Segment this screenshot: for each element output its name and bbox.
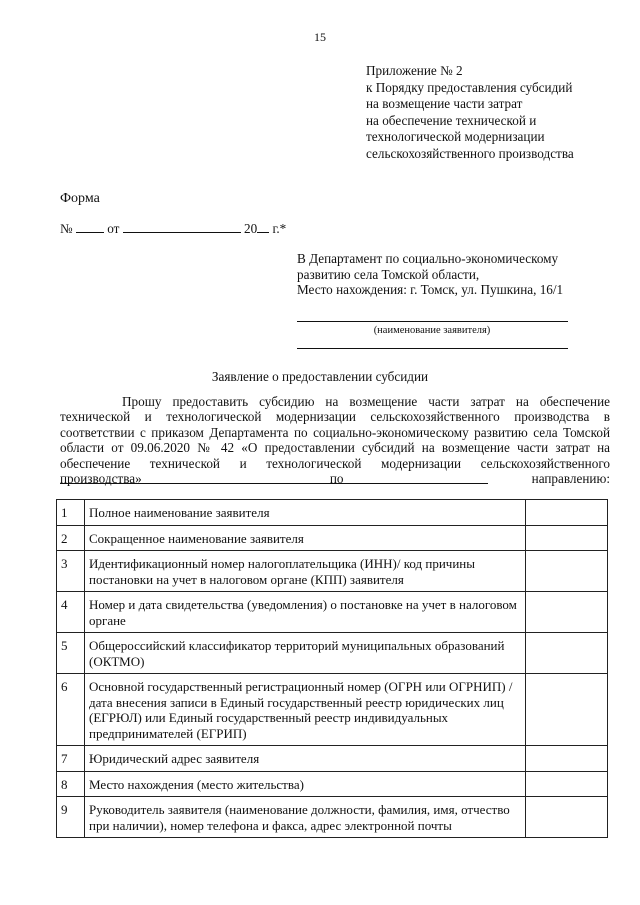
row-label: Номер и дата свидетельства (уведомления) о постановке на учет в налоговом органе [85, 592, 526, 633]
statement-body [60, 394, 610, 486]
table-row [57, 797, 608, 838]
table-row [57, 771, 608, 797]
statement-paragraph: Прошу предоставить субсидию на возмещение части затрат на обеспечение технической и технологической модернизации сельскохозяйственного производства в соответствии с приказом Департамента по социально-экономическому развитию села Томской области от 09.06.2020 № 42 «О предоставлении субсидий на возмещение части затрат на обеспечение технической и технологической модернизации сельскохозяйственного производства» по направлению: [60, 394, 610, 487]
value-cell[interactable] [526, 771, 608, 797]
value-cell[interactable] [526, 500, 608, 526]
row-number: 2 [57, 525, 85, 551]
row-label: Сокращенное наименование заявителя [85, 525, 526, 551]
number-blank[interactable] [76, 220, 104, 233]
row-label: Место нахождения (место жительства) [85, 771, 526, 797]
value-cell[interactable] [526, 525, 608, 551]
number-sign: № [60, 221, 73, 236]
applicant-info-table [56, 499, 608, 838]
applicant-name-line-2[interactable] [297, 348, 568, 349]
table-row [57, 746, 608, 772]
recipient-line: развитию села Томской области, [297, 266, 480, 282]
recipient-block [297, 251, 563, 298]
applicant-name-line[interactable] [297, 321, 568, 322]
page-number: 15 [314, 30, 326, 44]
row-number: 5 [57, 633, 85, 674]
value-cell[interactable] [526, 746, 608, 772]
row-label: Руководитель заявителя (наименование должности, фамилия, имя, отчество при наличии), номер телефона и факса, адрес электронной почты [85, 797, 526, 838]
appendix-header [366, 63, 574, 163]
value-cell[interactable] [526, 551, 608, 592]
value-cell[interactable] [526, 592, 608, 633]
row-number: 8 [57, 771, 85, 797]
value-cell[interactable] [526, 674, 608, 746]
table-row [57, 633, 608, 674]
table-row [57, 551, 608, 592]
date-from-label: от [107, 221, 120, 236]
appendix-line: Приложение № 2 [366, 63, 463, 78]
table-row [57, 500, 608, 526]
appendix-line: на обеспечение технической и [366, 112, 537, 128]
appendix-line: сельскохозяйственного производства [366, 145, 574, 161]
value-cell[interactable] [526, 797, 608, 838]
row-number: 6 [57, 674, 85, 746]
appendix-line: к Порядку предоставления субсидий [366, 79, 573, 95]
applicant-caption: (наименование заявителя) [373, 325, 491, 336]
statement-title: Заявление о предоставлении субсидии [211, 369, 429, 384]
year-blank[interactable] [257, 220, 269, 233]
year-prefix: 20 [243, 221, 258, 236]
row-number: 1 [57, 500, 85, 526]
recipient-line: В Департамент по социально-экономическому [297, 251, 559, 266]
form-number-line [60, 220, 286, 237]
row-label: Общероссийский классификатор территорий муниципальных образований (ОКТМО) [85, 633, 526, 674]
appendix-line: на возмещение части затрат [366, 96, 523, 112]
row-number: 9 [57, 797, 85, 838]
row-label: Полное наименование заявителя [85, 500, 526, 526]
form-label: Форма [60, 191, 100, 206]
appendix-line: технологической модернизации [366, 129, 545, 145]
row-number: 7 [57, 746, 85, 772]
year-suffix: г.* [272, 221, 287, 236]
table-row [57, 674, 608, 746]
date-blank[interactable] [123, 220, 241, 233]
direction-line[interactable] [60, 483, 488, 484]
row-label: Юридический адрес заявителя [85, 746, 526, 772]
table-row [57, 525, 608, 551]
recipient-line: Место нахождения: г. Томск, ул. Пушкина, 16/1 [297, 282, 564, 298]
row-label: Идентификационный номер налогоплательщика (ИНН)/ код причины постановки на учет в налоговом органе (КПП) заявителя [85, 551, 526, 592]
value-cell[interactable] [526, 633, 608, 674]
row-label: Основной государственный регистрационный номер (ОГРН или ОГРНИП) / дата внесения записи в Единый государственный реестр юридических лиц (ЕГРЮЛ) или Единый государственный реестр индивидуальных предпринимателей (ЕГРИП) [85, 674, 526, 746]
table-row [57, 592, 608, 633]
row-number: 4 [57, 592, 85, 633]
row-number: 3 [57, 551, 85, 592]
